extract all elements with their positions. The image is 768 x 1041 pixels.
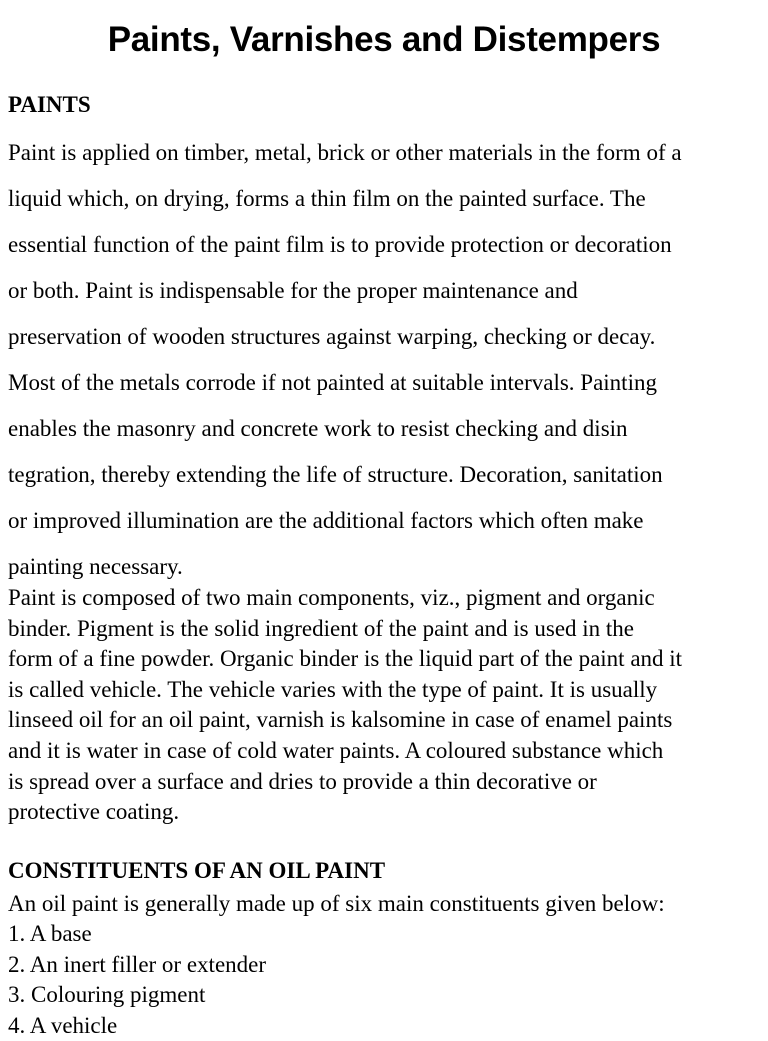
list-item: 3. Colouring pigment xyxy=(8,982,206,1008)
paragraph-line: Most of the metals corrode if not painted at suitable intervals. Painting xyxy=(8,370,657,395)
paragraph-line: preservation of wooden structures against warping, checking or decay. xyxy=(8,324,656,349)
paragraph-line: or improved illumination are the additional factors which often make xyxy=(8,508,644,533)
paints-paragraph-2 xyxy=(8,583,768,828)
paragraph-line: painting necessary. xyxy=(8,554,183,579)
constituents-list xyxy=(8,919,266,1041)
paragraph-line: Paint is applied on timber, metal, brick or other materials in the form of a xyxy=(8,140,682,165)
paragraph-line: is called vehicle. The vehicle varies with the type of paint. It is usually xyxy=(8,676,658,702)
list-item: 4. A vehicle xyxy=(8,1012,118,1038)
list-item: 2. An inert filler or extender xyxy=(8,951,267,977)
paragraph-line: and it is water in case of cold water paints. A coloured substance which xyxy=(8,737,664,763)
paragraph-line: form of a fine powder. Organic binder is the liquid part of the paint and it xyxy=(8,646,683,672)
paragraph-line: liquid which, on drying, forms a thin film on the painted surface. The xyxy=(8,186,646,211)
list-item: 1. A base xyxy=(8,921,92,946)
paragraph-line: essential function of the paint film is to provide protection or decoration xyxy=(8,232,672,257)
paragraph-line: enables the masonry and concrete work to resist checking and disin xyxy=(8,416,628,441)
paragraph-line: is spread over a surface and dries to provide a thin decorative or xyxy=(8,768,597,794)
paragraph-line: binder. Pigment is the solid ingredient of the paint and is used in the xyxy=(8,615,635,641)
paragraph-line: tegration, thereby extending the life of structure. Decoration, sanitation xyxy=(8,462,663,487)
constituents-intro: An oil paint is generally made up of six main constituents given below: xyxy=(8,891,665,916)
paragraph-line: or both. Paint is indispensable for the proper maintenance and xyxy=(8,278,578,303)
page-title: Paints, Varnishes and Distempers xyxy=(107,20,661,59)
section-heading-paints: PAINTS xyxy=(8,92,91,117)
paragraph-line: protective coating. xyxy=(8,799,180,825)
paragraph-line: linseed oil for an oil paint, varnish is kalsomine in case of enamel paints xyxy=(8,707,673,733)
paints-paragraph-1 xyxy=(8,130,768,579)
section-heading-constituents: CONSTITUENTS OF AN OIL PAINT xyxy=(8,858,386,883)
paragraph-line: Paint is composed of two main components, viz., pigment and organic xyxy=(8,585,655,610)
